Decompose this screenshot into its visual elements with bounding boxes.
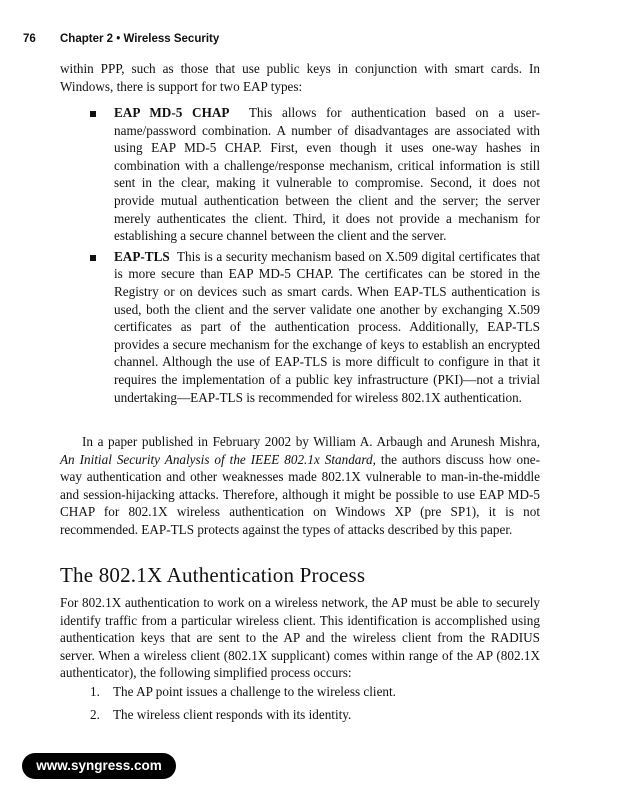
paragraph-text: For 802.1X authentication to work on a wireless network, the AP must be able to securely identify traffic from a particular wireless client. This identification is accomplished using authentication keys that are sent to the AP and the wireless client from the RADIUS server. When a wireless client (802.1X supplicant) comes within range of the AP (802.1X authenticator), the following simplified process occurs: (60, 595, 540, 681)
step-number: 1. (90, 684, 100, 699)
chapter-title: Chapter 2 • Wireless Security (60, 33, 220, 45)
paragraph-text: In a paper published in February 2002 by William A. Arbaugh and Arunesh Mishra, (82, 434, 540, 449)
step-number: 2. (90, 706, 100, 722)
paragraph-text: the authors discuss how one-way authentication and other weaknesses made 802.1X vulnerable to man-in-the-middle and session-hijacking attacks. Therefore, although it might be possible to use EAP MD-5 CHAP for 802.1X wireless authentication on Windows XP (pre SP1), it is not recommended. EAP-TLS protects against the types of attacks described by this paper. (60, 451, 540, 537)
footer-url[interactable]: www.syngress.com (22, 753, 176, 779)
list-item (60, 104, 540, 245)
paper-title: An Initial Security Analysis of the IEEE 802.1x Standard, (60, 451, 376, 467)
bullet-term: EAP-TLS (114, 248, 170, 264)
bullet-term: EAP MD-5 CHAP (114, 105, 230, 120)
square-bullet-icon (90, 255, 96, 261)
square-bullet-icon (90, 111, 96, 117)
step-text: The AP point issues a challenge to the wireless client. (113, 684, 396, 699)
section-heading: The 802.1X Authentication Process (60, 563, 366, 587)
list-item (60, 706, 540, 724)
process-steps-list (60, 683, 540, 728)
process-paragraph (60, 594, 540, 682)
step-text: The wireless client responds with its identity. (113, 706, 352, 722)
page-number: 76 (23, 33, 36, 45)
list-item (60, 683, 540, 701)
paper-paragraph (60, 433, 540, 539)
intro-text: within PPP, such as those that use public keys in conjunction with smart cards. In Windows, there is support for two EAP types: (60, 61, 540, 94)
running-header (23, 33, 219, 45)
list-item (60, 248, 540, 406)
bullet-text: This is a security mechanism based on X.509 digital certificates that is more secure than EAP MD-5 CHAP. The certificates can be stored in the Registry or on devices such as smart cards. When EAP-TLS authentication is used, both the client and the server validate one another by exchanging X.509 certificates as part of the authentication process. Additionally, EAP-TLS provides a secure mechanism for the exchange of keys to establish an encrypted channel. Although the use of EAP-TLS is more difficult to configure in that it requires the implementation of a public key infrastructure (PKI)—not a trivial undertaking—EAP-TLS is recommended for wireless 802.1X authentication. (114, 248, 540, 405)
bullet-text: This allows for authentication based on a user-name/password combination. A number of disadvantages are associated with using EAP MD-5 CHAP. First, even though it uses one-way hashes in combination with a challenge/response mechanism, critical information is still sent in the clear, making it vulnerable to compromise. Second, it does not provide mutual authentication between the client and the server; the server merely authenticates the client. Third, it does not provide a mechanism for establishing a secure channel between the client and the server. (114, 105, 540, 244)
eap-types-list (60, 104, 540, 409)
intro-paragraph (60, 60, 540, 95)
